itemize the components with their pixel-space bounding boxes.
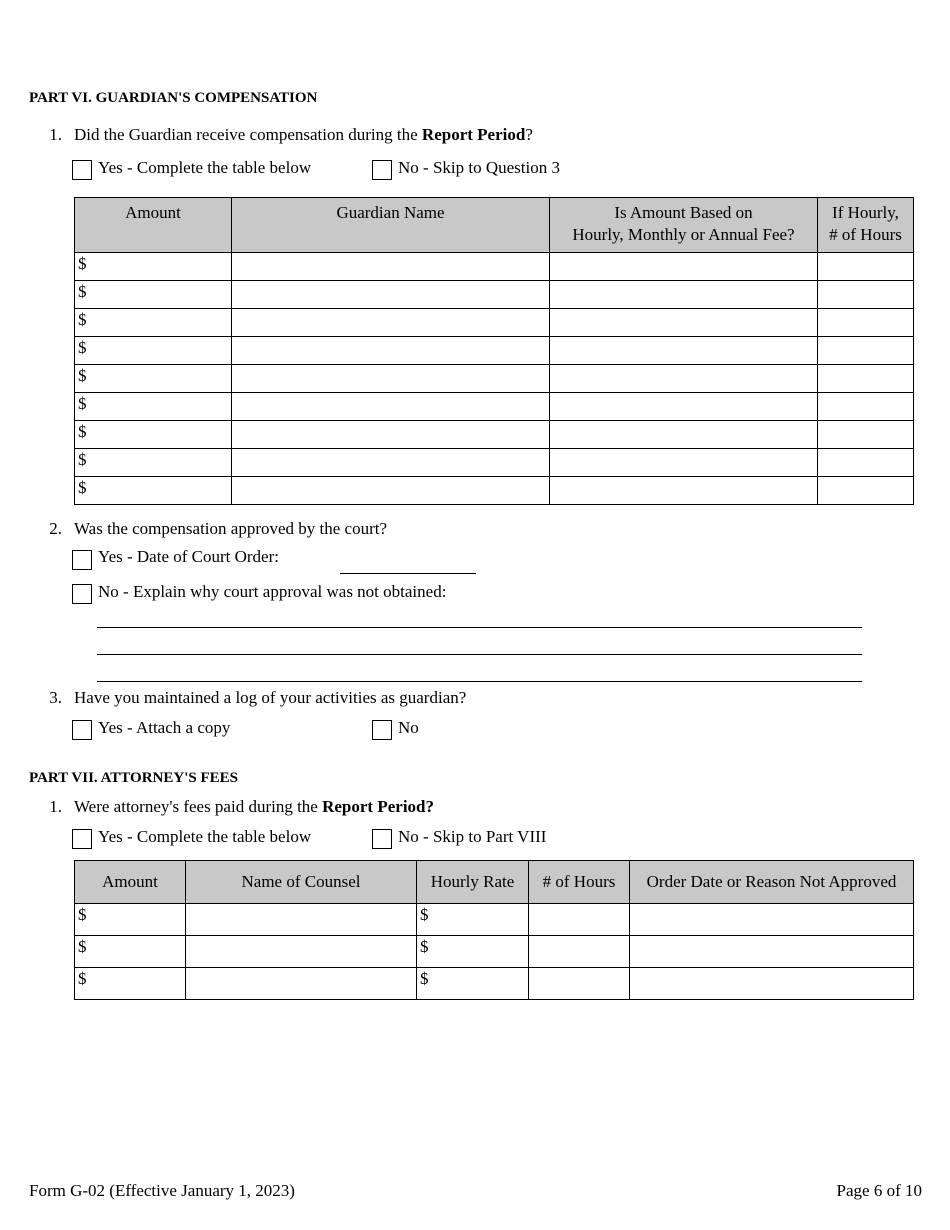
part7-q1-yes-checkbox[interactable] [72,829,92,849]
hourly-rate-cell[interactable] [417,968,529,1000]
fee-basis-cell[interactable] [550,337,818,365]
hours-cell[interactable] [818,421,914,449]
fee-amount-cell[interactable] [75,904,186,936]
part6-q2-no-checkbox[interactable] [72,584,92,604]
counsel-name-cell[interactable] [186,968,417,1000]
dollar-sign: $ [78,254,87,273]
part7-q1-no-checkbox[interactable] [372,829,392,849]
guardian-name-cell[interactable] [232,337,550,365]
guardian-compensation-row [75,309,914,337]
part6-q3-number: 3. [49,688,62,707]
part6-q2-yes-label: Yes - Date of Court Order: [98,547,279,566]
explanation-line-3[interactable] [97,681,862,682]
fee-hours-cell[interactable] [529,936,630,968]
part6-q2-number: 2. [49,519,62,538]
dollar-sign: $ [78,422,87,441]
guardian-compensation-row [75,253,914,281]
fee-basis-cell[interactable] [550,421,818,449]
guardian-compensation-row [75,365,914,393]
guardian-compensation-row [75,337,914,365]
part6-q3-yes-checkbox[interactable] [72,720,92,740]
attorney-fees-row [75,936,914,968]
hours-cell[interactable] [818,365,914,393]
part6-q1-no-checkbox[interactable] [372,160,392,180]
dollar-sign: $ [78,905,87,924]
part6-q3-yes-label: Yes - Attach a copy [98,718,231,737]
amount-cell[interactable] [75,281,232,309]
header-hourly-rate: Hourly Rate [417,861,529,904]
dollar-sign: $ [420,969,429,988]
guardian-compensation-row [75,449,914,477]
part6-q1-no-label: No - Skip to Question 3 [398,158,560,177]
fee-basis-cell[interactable] [550,449,818,477]
hourly-rate-cell[interactable] [417,904,529,936]
dollar-sign: $ [78,937,87,956]
hours-cell[interactable] [818,449,914,477]
counsel-name-cell[interactable] [186,904,417,936]
explanation-line-2[interactable] [97,654,862,655]
header-order-date-reason: Order Date or Reason Not Approved [630,861,914,904]
dollar-sign: $ [78,282,87,301]
fee-hours-cell[interactable] [529,968,630,1000]
part6-q1-text-after: ? [525,125,533,144]
hourly-rate-cell[interactable] [417,936,529,968]
dollar-sign: $ [78,310,87,329]
header-guardian-name: Guardian Name [232,198,550,253]
dollar-sign: $ [78,450,87,469]
part6-q1-text-before: Did the Guardian receive compensation during the [74,125,422,144]
header-fee-hours: # of Hours [529,861,630,904]
guardian-name-cell[interactable] [232,365,550,393]
guardian-compensation-row [75,477,914,505]
court-order-date-field[interactable] [340,573,476,574]
guardian-compensation-row [75,393,914,421]
part6-q3-no-checkbox[interactable] [372,720,392,740]
guardian-compensation-row [75,421,914,449]
hours-cell[interactable] [818,477,914,505]
fee-basis-cell[interactable] [550,281,818,309]
part6-q1-question [74,125,533,145]
attorney-fees-table [74,860,914,1000]
part7-q1-question [74,797,434,817]
order-date-reason-cell[interactable] [630,904,914,936]
header-fee-basis: Is Amount Based on Hourly, Monthly or Annual Fee? [550,198,818,253]
guardian-name-cell[interactable] [232,309,550,337]
guardian-name-cell[interactable] [232,449,550,477]
hours-cell[interactable] [818,281,914,309]
order-date-reason-cell[interactable] [630,968,914,1000]
amount-cell[interactable] [75,365,232,393]
guardian-name-cell[interactable] [232,281,550,309]
dollar-sign: $ [78,338,87,357]
part6-q1-yes-checkbox[interactable] [72,160,92,180]
guardian-compensation-table [74,197,914,505]
header-hours: If Hourly, # of Hours [818,198,914,253]
dollar-sign: $ [78,969,87,988]
dollar-sign: $ [420,905,429,924]
part7-q1-text-bold: Report Period? [322,797,434,816]
amount-cell[interactable] [75,337,232,365]
part7-q1-yes-label: Yes - Complete the table below [98,827,312,846]
part6-q1-number: 1. [49,125,62,144]
amount-cell[interactable] [75,477,232,505]
header-amount: Amount [75,198,232,253]
part6-q1-text-bold: Report Period [421,125,526,144]
header-counsel-name: Name of Counsel [186,861,417,904]
part6-q1-yes-label: Yes - Complete the table below [98,158,312,177]
order-date-reason-cell[interactable] [630,936,914,968]
attorney-fees-row [75,968,914,1000]
part6-q2-question: Was the compensation approved by the court? [74,519,388,538]
attorney-fees-header-row [75,861,914,904]
dollar-sign: $ [420,937,429,956]
guardian-name-cell[interactable] [232,253,550,281]
fee-amount-cell[interactable] [75,936,186,968]
counsel-name-cell[interactable] [186,936,417,968]
fee-basis-cell[interactable] [550,365,818,393]
explanation-line-1[interactable] [97,627,862,628]
part6-q3-no-label: No [398,718,419,737]
part6-q3-question: Have you maintained a log of your activities as guardian? [74,688,467,707]
form-identifier: Form G-02 (Effective January 1, 2023) [29,1181,295,1200]
fee-hours-cell[interactable] [529,904,630,936]
dollar-sign: $ [78,394,87,413]
guardian-compensation-header-row [75,198,914,253]
guardian-name-cell[interactable] [232,393,550,421]
fee-basis-cell[interactable] [550,393,818,421]
header-fee-amount: Amount [75,861,186,904]
fee-basis-cell[interactable] [550,309,818,337]
fee-basis-cell[interactable] [550,253,818,281]
fee-basis-cell[interactable] [550,477,818,505]
amount-cell[interactable] [75,421,232,449]
dollar-sign: $ [78,366,87,385]
part7-q1-no-label: No - Skip to Part VIII [398,827,547,846]
hours-cell[interactable] [818,337,914,365]
guardian-compensation-row [75,281,914,309]
attorney-fees-row [75,904,914,936]
hours-cell[interactable] [818,393,914,421]
part7-title: PART VII. ATTORNEY'S FEES [29,770,238,786]
page-number: Page 6 of 10 [836,1181,922,1200]
hours-cell[interactable] [818,253,914,281]
amount-cell[interactable] [75,449,232,477]
part7-q1-text-before: Were attorney's fees paid during the [74,797,323,816]
amount-cell[interactable] [75,309,232,337]
part7-q1-number: 1. [49,797,62,816]
fee-amount-cell[interactable] [75,968,186,1000]
dollar-sign: $ [78,478,87,497]
amount-cell[interactable] [75,253,232,281]
amount-cell[interactable] [75,393,232,421]
hours-cell[interactable] [818,309,914,337]
guardian-name-cell[interactable] [232,477,550,505]
part6-q2-no-label: No - Explain why court approval was not obtained: [98,582,447,601]
guardian-name-cell[interactable] [232,421,550,449]
part6-title: PART VI. GUARDIAN'S COMPENSATION [29,90,318,106]
part6-q2-yes-checkbox[interactable] [72,550,92,570]
